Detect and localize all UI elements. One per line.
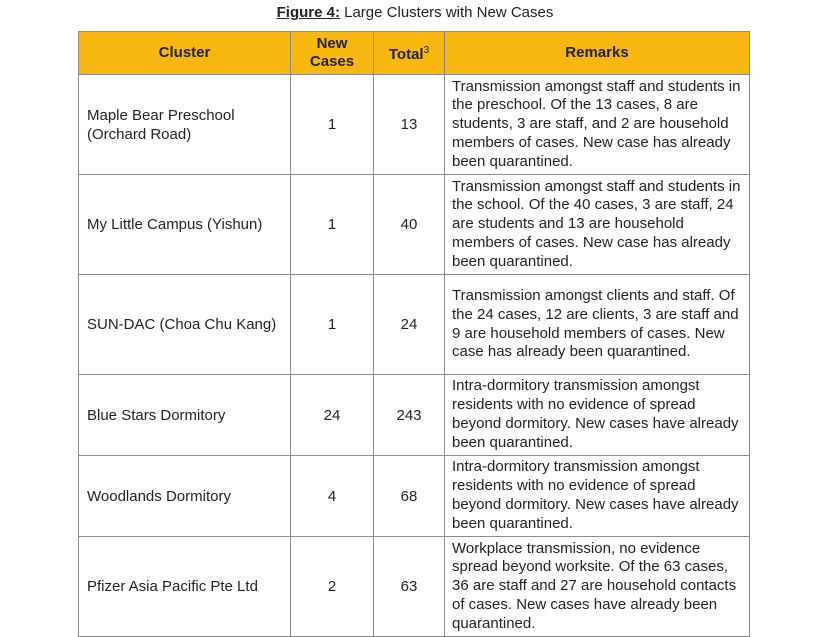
cluster-name: Maple Bear Preschool (Orchard Road) xyxy=(79,75,291,175)
header-new-cases-line2: Cases xyxy=(309,53,355,70)
figure-title: Large Clusters with New Cases xyxy=(344,4,554,21)
header-remarks: Remarks xyxy=(445,32,750,75)
header-total-footnote: 3 xyxy=(423,45,430,56)
total-cell: 68 xyxy=(374,456,445,537)
cluster-name: Blue Stars Dormitory xyxy=(79,375,291,456)
new-cases-cell: 1 xyxy=(291,175,374,275)
new-cases-cell: 24 xyxy=(291,375,374,456)
table-header-row xyxy=(79,32,750,75)
total-cell: 13 xyxy=(374,75,445,175)
cluster-name: SUN-DAC (Choa Chu Kang) xyxy=(79,275,291,375)
header-new-cases xyxy=(291,32,374,75)
header-new-cases-line1: New xyxy=(316,35,348,52)
table-row xyxy=(79,275,750,375)
total-cell: 40 xyxy=(374,175,445,275)
new-cases-cell: 1 xyxy=(291,75,374,175)
total-cell: 24 xyxy=(374,275,445,375)
clusters-table xyxy=(78,31,750,637)
cluster-name: My Little Campus (Yishun) xyxy=(79,175,291,275)
remarks-cell: Workplace transmission, no evidence spread beyond worksite. Of the 63 cases, 36 are staff and 27 are household contacts of cases. New cases have already been quarantined. xyxy=(445,537,750,637)
total-cell: 243 xyxy=(374,375,445,456)
table-row xyxy=(79,175,750,275)
new-cases-cell: 2 xyxy=(291,537,374,637)
cluster-name: Woodlands Dormitory xyxy=(79,456,291,537)
table-row xyxy=(79,75,750,175)
remarks-cell: Transmission amongst clients and staff. Of the 24 cases, 12 are clients, 3 are staff and 9 are household members of cases. New case has already been quarantined. xyxy=(445,275,750,375)
header-cluster: Cluster xyxy=(79,32,291,75)
total-cell: 63 xyxy=(374,537,445,637)
figure-caption xyxy=(0,4,830,21)
header-total xyxy=(374,32,445,75)
cluster-name: Pfizer Asia Pacific Pte Ltd xyxy=(79,537,291,637)
remarks-cell: Transmission amongst staff and students in the preschool. Of the 13 cases, 8 are students, 3 are staff, and 2 are household members of cases. New case has already been quarantined. xyxy=(445,75,750,175)
remarks-cell: Transmission amongst staff and students in the school. Of the 40 cases, 3 are staff, 24 are students and 13 are household members of cases. New case has already been quarantined. xyxy=(445,175,750,275)
table-row xyxy=(79,375,750,456)
table-row xyxy=(79,456,750,537)
new-cases-cell: 1 xyxy=(291,275,374,375)
remarks-cell: Intra-dormitory transmission amongst residents with no evidence of spread beyond dormitory. New cases have already been quarantined. xyxy=(445,456,750,537)
figure-label: Figure 4: xyxy=(276,4,340,21)
header-total-label: Total xyxy=(388,46,424,63)
new-cases-cell: 4 xyxy=(291,456,374,537)
remarks-cell: Intra-dormitory transmission amongst residents with no evidence of spread beyond dormitory. New cases have already been quarantined. xyxy=(445,375,750,456)
